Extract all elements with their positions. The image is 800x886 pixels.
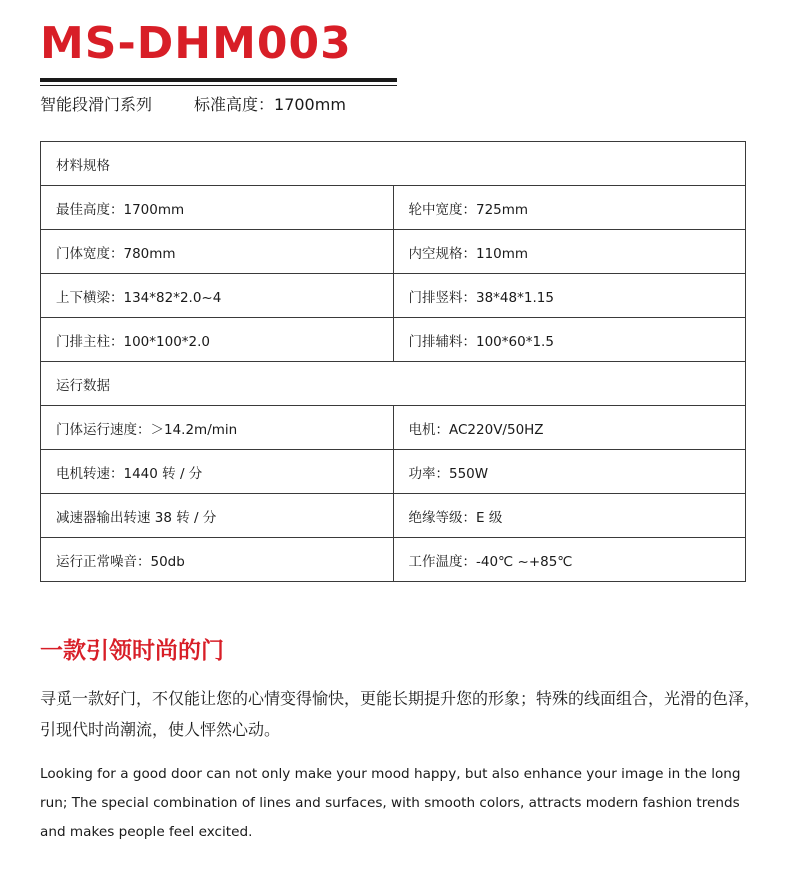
table-row (41, 318, 746, 362)
spec-cell: 减速器输出转速 38 转 / 分 (41, 494, 394, 538)
title-underline-thin (40, 85, 397, 86)
standard-height-label: 标准高度：1700mm (194, 95, 346, 114)
spec-cell: 上下横梁：134*82*2.0~4 (41, 274, 394, 318)
spec-table (40, 141, 746, 582)
spec-cell: 运行正常噪音：50db (41, 538, 394, 582)
spec-cell: 门体运行速度：＞14.2m/min (41, 406, 394, 450)
feature-text-chinese: 寻觅一款好门，不仅能让您的心情变得愉快，更能长期提升您的形象；特殊的线面组合，光滑的色泽，引现代时尚潮流，使人怦然心动。 (40, 689, 761, 739)
section-row-materials (41, 142, 746, 186)
table-row (41, 494, 746, 538)
spec-cell: 门排竖料：38*48*1.15 (393, 274, 746, 318)
feature-heading: 一款引领时尚的门 (40, 638, 224, 664)
spec-cell: 电机转速：1440 转 / 分 (41, 450, 394, 494)
spec-cell: 门排主柱：100*100*2.0 (41, 318, 394, 362)
table-row (41, 186, 746, 230)
section-title-operation: 运行数据 (41, 362, 746, 406)
table-row (41, 230, 746, 274)
table-row (41, 274, 746, 318)
spec-cell: 内空规格：110mm (393, 230, 746, 274)
series-label: 智能段滑门系列 (40, 95, 153, 114)
spec-cell: 功率：550W (393, 450, 746, 494)
section-row-operation (41, 362, 746, 406)
spec-cell: 绝缘等级：E 级 (393, 494, 746, 538)
table-row (41, 406, 746, 450)
spec-cell: 最佳高度：1700mm (41, 186, 394, 230)
spec-cell: 门排辅料：100*60*1.5 (393, 318, 746, 362)
subtitle-line (40, 92, 346, 118)
table-row (41, 450, 746, 494)
spec-cell: 电机：AC220V/50HZ (393, 406, 746, 450)
feature-text-english: Looking for a good door can not only make your mood happy, but also enhance your image in the long run; The special combination of lines and surfaces, with smooth colors, attracts modern fashion trends and makes people feel excited. (40, 766, 741, 840)
model-title: MS-DHM003 (40, 18, 352, 69)
spec-cell: 轮中宽度：725mm (393, 186, 746, 230)
table-row (41, 538, 746, 582)
section-title-materials: 材料规格 (41, 142, 746, 186)
spec-cell: 门体宽度：780mm (41, 230, 394, 274)
title-underline-thick (40, 78, 397, 82)
spec-cell: 工作温度：-40℃ ~+85℃ (393, 538, 746, 582)
